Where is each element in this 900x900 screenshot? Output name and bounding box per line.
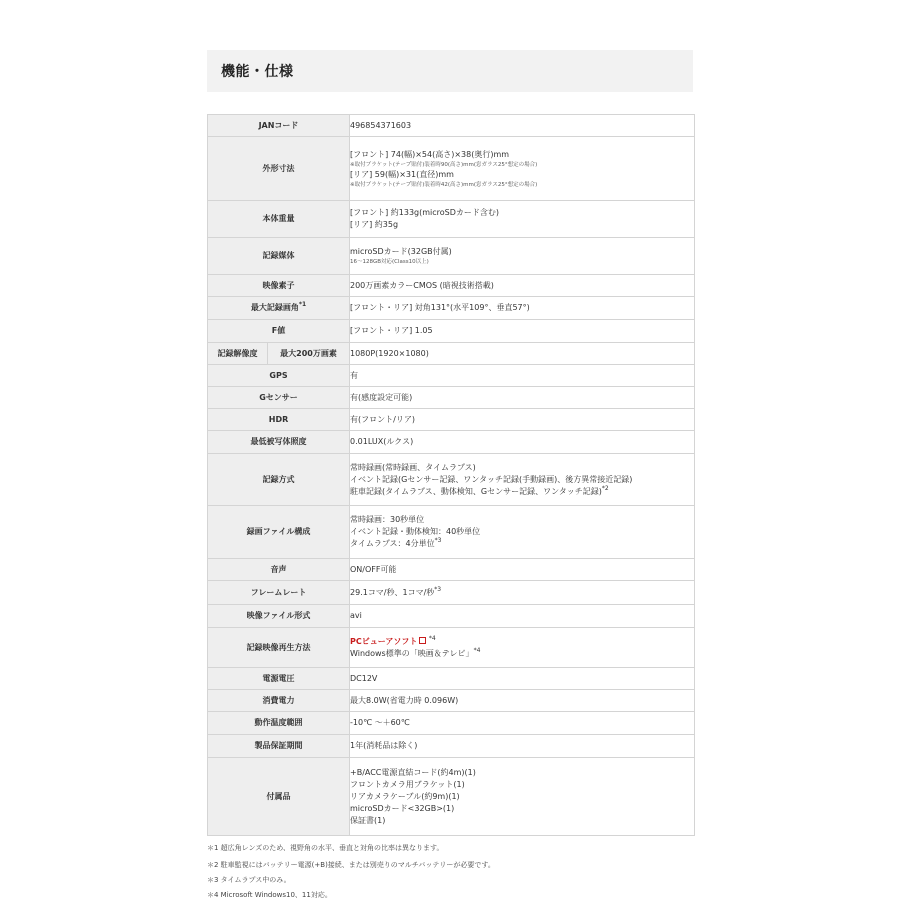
row-label: 製品保証期間 — [208, 735, 350, 758]
row-value: [フロント・リア] 1.05 — [350, 320, 695, 343]
size-rear-note: ※取付ブラケット(テープ貼付)装着時42(高さ)mm(窓ガラス25°想定の場合) — [350, 181, 538, 188]
row-label: GPS — [208, 365, 350, 387]
row-label: 記録媒体 — [208, 238, 350, 275]
row-value — [350, 137, 695, 201]
filecfg-line-3-text: タイムラプス：4分単位 — [350, 539, 435, 548]
row-label: 動作温度範囲 — [208, 712, 350, 735]
row-label: フレームレート — [208, 581, 350, 605]
row-value — [350, 201, 695, 238]
row-label: 本体重量 — [208, 201, 350, 238]
table-row — [208, 387, 695, 409]
playback-line-2-text: Windows標準の「映画＆テレビ」 — [350, 648, 474, 658]
acc-line-2: フロントカメラ用ブラケット(1) — [350, 779, 465, 789]
table-row — [208, 605, 695, 628]
angle-label-sup: *1 — [298, 301, 307, 308]
playback-link-sup: *4 — [428, 634, 436, 642]
spec-table — [207, 114, 695, 836]
row-label — [208, 297, 350, 320]
size-front-note: ※取付ブラケット(テープ貼付)装着時90(高さ)mm(窓ガラス25°想定の場合) — [350, 161, 538, 168]
row-value: 有(フロント/リア) — [350, 409, 695, 431]
table-row — [208, 559, 695, 581]
table-row — [208, 581, 695, 605]
table-row — [208, 735, 695, 758]
weight-rear: [リア] 約35g — [350, 220, 399, 229]
row-value: 496854371603 — [350, 115, 695, 137]
row-value — [350, 506, 695, 559]
playback-line-1 — [350, 636, 694, 648]
row-value: 1年(消耗品は除く) — [350, 735, 695, 758]
row-value: ON/OFF可能 — [350, 559, 695, 581]
filecfg-line-3 — [350, 538, 694, 550]
footnote-2: ＊2 駐車監視にはバッテリー電源(+B)接続、または別売りのマルチバッテリーが必要です。 — [207, 861, 495, 869]
row-value: avi — [350, 605, 695, 628]
row-value: 有 — [350, 365, 695, 387]
method-line-1: 常時録画(常時録画、タイムラプス) — [350, 462, 476, 472]
table-row — [208, 115, 695, 137]
weight-front: [フロント] 約133g(microSDカード含む) — [350, 208, 500, 217]
row-value: [フロント・リア] 対角131°(水平109°、垂直57°) — [350, 297, 695, 320]
table-row — [208, 668, 695, 690]
row-value: 0.01LUX(ルクス) — [350, 431, 695, 454]
row-value — [350, 454, 695, 506]
size-front: [フロント] 74(幅)×54(高さ)×38(奥行)mm — [350, 149, 510, 159]
playback-line-2-sup: *4 — [473, 646, 481, 654]
table-row — [208, 454, 695, 506]
row-label: 最低被写体照度 — [208, 431, 350, 454]
filecfg-line-2: イベント記録・動体検知：40秒単位 — [350, 527, 481, 536]
row-label: 録画ファイル構成 — [208, 506, 350, 559]
angle-label: 最大記録画角 — [250, 303, 299, 312]
row-label: 音声 — [208, 559, 350, 581]
row-label: 消費電力 — [208, 690, 350, 712]
row-label: HDR — [208, 409, 350, 431]
row-value: -10℃ ～＋60℃ — [350, 712, 695, 735]
table-row — [208, 628, 695, 668]
method-line-3-text: 駐車記録(タイムラプス、動体検知、Gセンサー記録、ワンタッチ記録) — [350, 486, 602, 496]
media-value: microSDカード(32GB付属) — [350, 247, 452, 256]
table-row — [208, 238, 695, 275]
size-rear: [リア] 59(幅)×31(直径)mm — [350, 169, 454, 179]
row-value: DC12V — [350, 668, 695, 690]
row-label: 付属品 — [208, 758, 350, 836]
fps-value: 29.1コマ/秒、1コマ/秒 — [350, 587, 435, 597]
spec-section — [207, 50, 693, 836]
row-label: 記録方式 — [208, 454, 350, 506]
row-label: F値 — [208, 320, 350, 343]
footnote-1: ＊1 超広角レンズのため、視野角の水平、垂直と対角の比率は異なります。 — [207, 844, 444, 852]
acc-line-4: microSDカード<32GB>(1) — [350, 803, 455, 813]
table-row — [208, 201, 695, 238]
row-label: 外形寸法 — [208, 137, 350, 201]
footnote-3: ＊3 タイムラプス中のみ。 — [207, 876, 291, 884]
table-row — [208, 409, 695, 431]
row-value — [350, 238, 695, 275]
row-label: JANコード — [208, 115, 350, 137]
acc-line-1: +B/ACC電源直結コード(約4m)(1) — [350, 767, 476, 777]
row-label: 記録映像再生方法 — [208, 628, 350, 668]
table-row — [208, 365, 695, 387]
row-value: 1080P(1920×1080) — [350, 343, 695, 365]
row-label: Gセンサー — [208, 387, 350, 409]
media-note: 16～128GB対応(Class10以上) — [350, 259, 429, 265]
row-value: 200万画素カラーCMOS (暗視技術搭載) — [350, 275, 695, 297]
row-value — [350, 581, 695, 605]
row-sublabel: 最大200万画素 — [268, 343, 350, 365]
row-label: 映像素子 — [208, 275, 350, 297]
section-title: 機能・仕様 — [221, 64, 294, 80]
row-label: 記録解像度 — [208, 343, 268, 365]
method-line-3 — [350, 486, 694, 498]
filecfg-line-1: 常時録画：30秒単位 — [350, 515, 425, 524]
footnote-4: ＊4 Microsoft Windows10、11対応。 — [207, 891, 332, 899]
acc-line-5: 保証書(1) — [350, 815, 386, 825]
acc-line-3: リアカメラケーブル(約9m)(1) — [350, 791, 460, 801]
pc-viewer-link[interactable]: PCビューアソフト — [350, 636, 418, 646]
table-row — [208, 297, 695, 320]
row-value — [350, 628, 695, 668]
row-label: 映像ファイル形式 — [208, 605, 350, 628]
table-row — [208, 690, 695, 712]
table-row — [208, 275, 695, 297]
table-row — [208, 431, 695, 454]
row-label: 電源電圧 — [208, 668, 350, 690]
table-row — [208, 506, 695, 559]
row-value: 最大8.0W(省電力時 0.096W) — [350, 690, 695, 712]
external-link-icon — [419, 637, 426, 644]
table-row — [208, 758, 695, 836]
row-value — [350, 758, 695, 836]
fps-sup: *3 — [434, 585, 442, 593]
playback-line-2 — [350, 648, 694, 660]
row-value: 有(感度設定可能) — [350, 387, 695, 409]
table-row — [208, 320, 695, 343]
method-line-3-sup: *2 — [601, 484, 609, 492]
table-row — [208, 712, 695, 735]
filecfg-line-3-sup: *3 — [434, 537, 442, 544]
section-header — [207, 50, 693, 92]
method-line-2: イベント記録(Gセンサー記録、ワンタッチ記録(手動録画)、後方異常接近記録) — [350, 474, 633, 484]
table-row — [208, 137, 695, 201]
table-row — [208, 343, 695, 365]
